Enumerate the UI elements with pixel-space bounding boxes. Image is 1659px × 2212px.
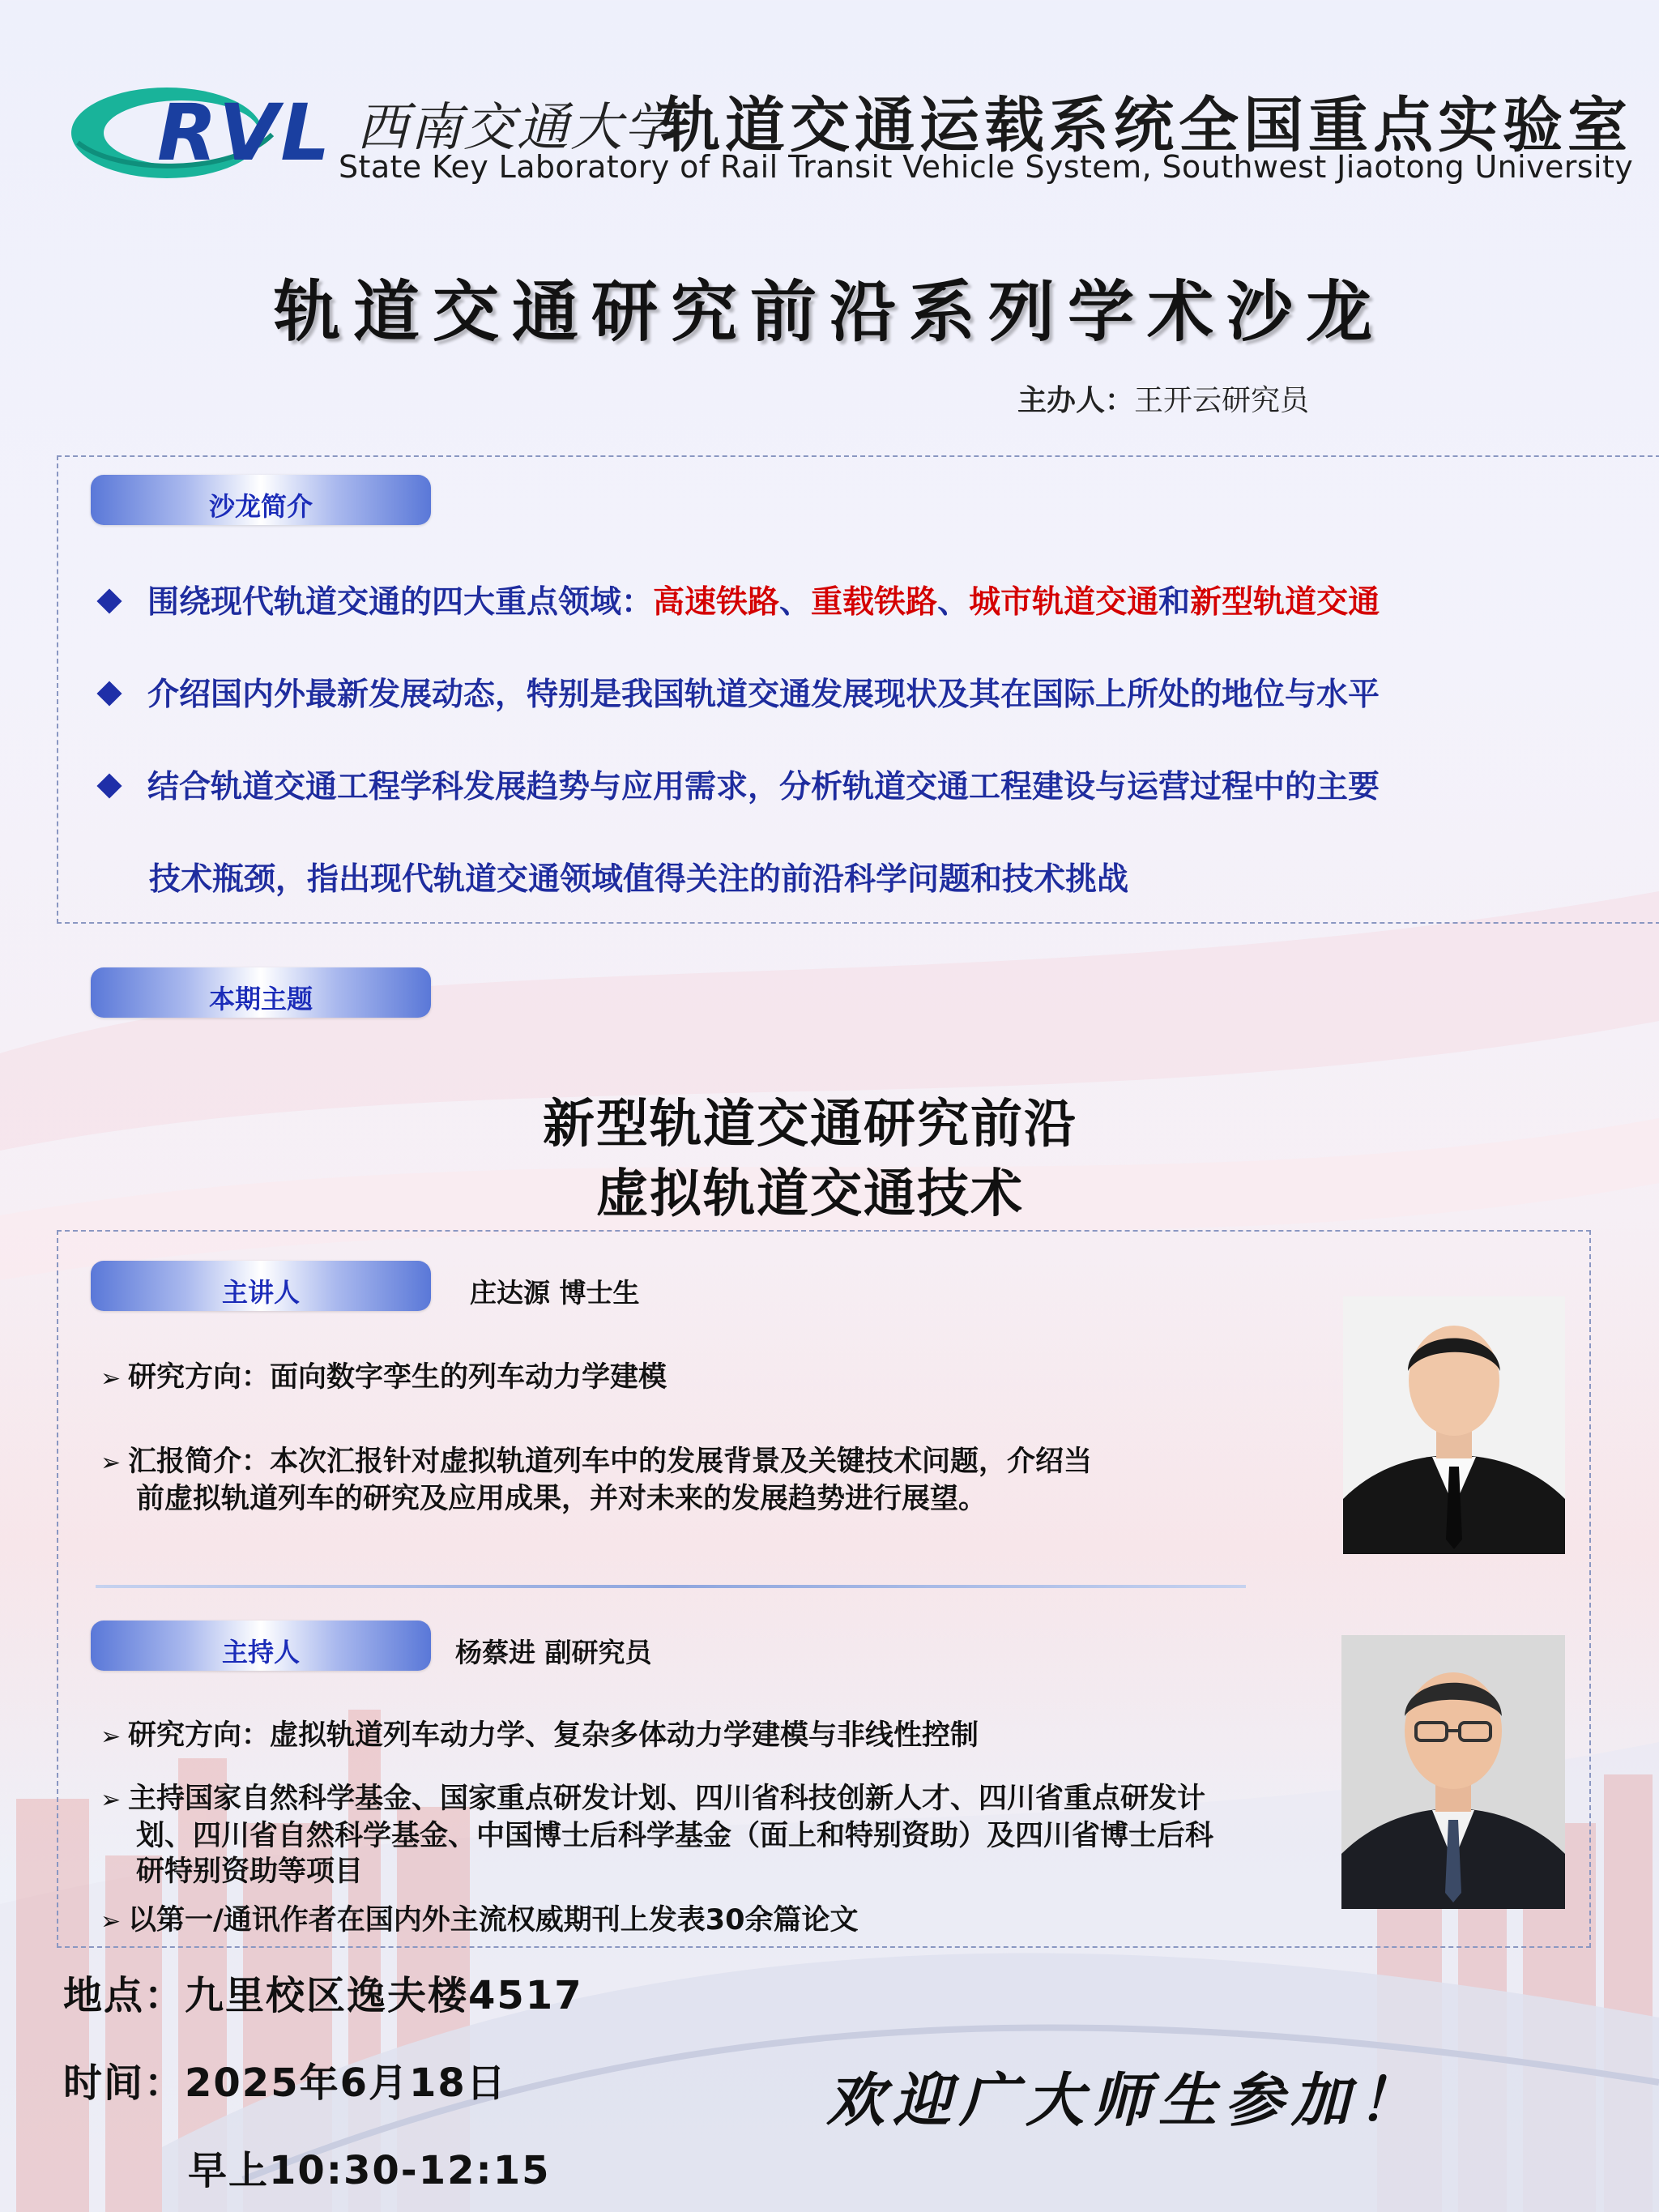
host-research: ➢ 研究方向：虚拟轨道列车动力学、复杂多体动力学建模与非线性控制 xyxy=(100,1718,979,1755)
diamond-bullet-icon xyxy=(96,588,122,613)
host-projects: ➢ 主持国家自然科学基金、国家重点研发计划、四川省科技创新人才、四川省重点研发计 划、四川省自然科学基金、中国博士后科学基金（面上和特别资助）及四川省博士后科 研特别资助等项目 xyxy=(100,1783,1214,1888)
university-name: 西南交通大学 xyxy=(356,98,677,158)
arrow-bullet-icon: ➢ xyxy=(100,1723,122,1751)
intro-bullet-2: 介绍国内外最新发展动态，特别是我国轨道交通发展现状及其在国际上所处的地位与水平 xyxy=(100,669,1380,715)
logo-text: RVL xyxy=(157,88,332,178)
arrow-bullet-icon: ➢ xyxy=(100,1786,122,1814)
organizer-label: 主办人： xyxy=(1017,384,1135,417)
intro-section-label: 沙龙简介 xyxy=(208,491,313,522)
salon-title: 轨道交通研究前沿系列学术沙龙 xyxy=(273,273,1385,351)
lab-name-en: State Key Laboratory of Rail Transit Vehicle System, Southwest Jiaotong University xyxy=(339,149,1634,185)
intro-bullet-3: 结合轨道交通工程学科发展趋势与应用需求，分析轨道交通工程建设与运营过程中的主要 xyxy=(100,762,1380,807)
host-role-label: 主持人 xyxy=(221,1637,300,1668)
event-time: 早上10:30-12:15 xyxy=(188,2148,551,2193)
rvl-logo xyxy=(70,78,337,183)
host-photo xyxy=(1341,1635,1565,1909)
speaker-summary: ➢ 汇报简介：本次汇报针对虚拟轨道列车中的发展背景及关键技术问题，介绍当 前虚拟轨道列车的研究及应用成果，并对未来的发展趋势进行展望。 xyxy=(100,1445,1093,1515)
arrow-bullet-icon: ➢ xyxy=(100,1364,122,1393)
host-name: 杨蔡进 副研究员 xyxy=(455,1637,652,1668)
arrow-bullet-icon: ➢ xyxy=(100,1907,122,1936)
welcome-message: 欢迎广大师生参加！ xyxy=(826,2065,1425,2134)
topic-section-pill xyxy=(91,967,431,1018)
host-papers: ➢ 以第一/通讯作者在国内外主流权威期刊上发表30余篇论文 xyxy=(100,1902,859,1940)
event-location: 地点：九里校区逸夫楼4517 xyxy=(63,1973,583,2018)
speaker-photo xyxy=(1343,1296,1565,1554)
speaker-role-label: 主讲人 xyxy=(221,1277,300,1308)
event-date: 时间：2025年6月18日 xyxy=(63,2060,507,2106)
organizer xyxy=(1017,378,1309,419)
section-divider xyxy=(96,1585,1246,1588)
diamond-bullet-icon xyxy=(96,773,122,798)
diamond-bullet-icon xyxy=(96,681,122,706)
topic-line-1: 新型轨道交通研究前沿 xyxy=(543,1095,1077,1155)
intro-section-pill xyxy=(91,475,431,525)
lab-name-cn: 轨道交通运载系统全国重点实验室 xyxy=(660,91,1632,160)
speaker-research: ➢ 研究方向：面向数字孪生的列车动力学建模 xyxy=(100,1360,667,1397)
topic-section-label: 本期主题 xyxy=(208,984,313,1014)
organizer-name: 王开云研究员 xyxy=(1134,384,1310,417)
host-role-pill xyxy=(91,1621,431,1671)
intro-bullet-3-cont: 技术瓶颈，指出现代轨道交通领域值得关注的前沿科学问题和技术挑战 xyxy=(149,861,1129,898)
speaker-name: 庄达源 博士生 xyxy=(470,1277,640,1309)
arrow-bullet-icon: ➢ xyxy=(100,1449,122,1477)
intro-bullet-1: 围绕现代轨道交通的四大重点领域：高速铁路、重载铁路、城市轨道交通和新型轨道交通 xyxy=(100,577,1380,622)
topic-line-2: 虚拟轨道交通技术 xyxy=(596,1164,1024,1224)
speaker-role-pill xyxy=(91,1261,431,1311)
